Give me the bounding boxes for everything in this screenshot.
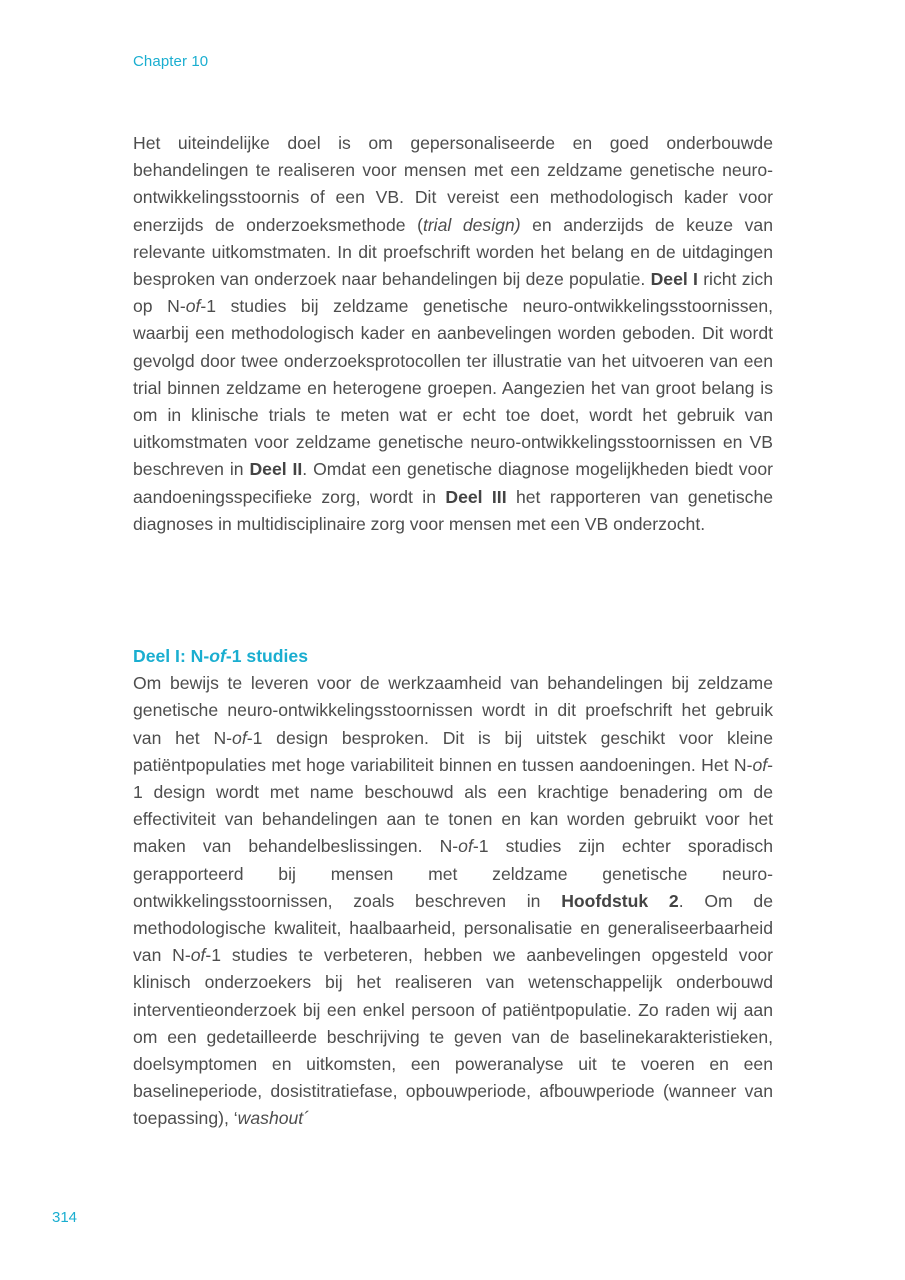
para-text-6: -1 studies te verbeteren, hebben we aanbevelingen opgesteld voor klinisch onderzoekers bij het realiseren van wetenschappelijk onderbouwd interventieonderzoek bij een enkel persoon of patiëntpopulatie. Zo raden wij aan om een gedetailleerde beschrijving te geven van de baselinekarakteristieken, doelsymptomen en uitkomsten, een poweranalyse uit te voeren en een baselineperiode, dosistitratiefase, opbouwperiode, afbouwperiode (wanneer van toepassing), ‘: [133, 945, 773, 1129]
section-heading: [133, 643, 773, 670]
para-text-4: -1 studies zijn echter sporadisch gerapporteerd bij mensen met zeldzame genetische neuro-ontwikkelingsstoornissen, zoals beschreven in: [133, 836, 773, 911]
intro-emphasis-of: of: [185, 296, 201, 317]
intro-text-5: het rapporteren van genetische diagnoses in multidisciplinaire zorg voor mensen met een VB onderzocht.: [133, 486, 774, 534]
intro-text-2: en anderzijds de keuze van relevante uitkomstmaten. In dit proefschrift worden het belang en de uitdagingen besproken van onderzoek naar behandelingen bij deze populatie.: [133, 214, 773, 290]
ref-deel-3: Deel III: [445, 486, 507, 507]
para-emphasis-washout: washout´: [237, 1108, 310, 1129]
para-text-2: -1 design besproken. Dit is bij uitstek geschikt voor kleine patiëntpopulaties met hoge variabiliteit binnen en tussen aandoeningen. Het N-: [133, 727, 773, 775]
section-deel-1: [133, 643, 773, 1133]
para-emphasis-of-2: of: [752, 754, 768, 775]
para-text-1: Om bewijs te leveren voor de werkzaamheid van behandelingen bij zeldzame genetische neuro-ontwikkelingsstoornissen wordt in dit proefschrift het gebruik van het N-: [133, 673, 773, 748]
para-text-3: -1 design wordt met name beschouwd als een krachtige benadering om de effectiviteit van behandelingen aan te tonen en kan worden gebruikt voor het maken van behandelbeslissingen. N-: [133, 754, 773, 857]
intro-text-4: . Omdat een genetische diagnose mogelijkheden biedt voor aandoeningsspecifieke zorg, wordt in: [133, 459, 773, 507]
intro-text-3b: -1 studies bij zeldzame genetische neuro-ontwikkelingsstoornissen, waarbij een methodologisch kader en aanbevelingen worden geboden. Dit wordt gevolgd door twee onderzoeksprotocollen ter illustratie van het uitvoeren van een trial binnen zeldzame en heterogene groepen. Aangezien het van groot belang is om in klinische trials te meten wat er echt toe doet, wordt het gebruik van uitkomstmaten voor zeldzame genetische neuro-ontwikkelingsstoornissen en VB beschreven in: [133, 296, 773, 480]
ref-deel-2: Deel II: [249, 459, 303, 480]
para-text-5: . Om de methodologische kwaliteit, haalbaarheid, personalisatie en generaliseerbaarheid van N-: [133, 890, 774, 966]
page-number: 314: [52, 1209, 78, 1226]
heading-emphasis-of: of: [209, 646, 226, 666]
ref-deel-1: Deel I: [650, 269, 698, 290]
running-head: Chapter 10: [133, 53, 209, 70]
para-emphasis-of-1: of: [232, 727, 247, 748]
para-emphasis-of-3: of: [458, 836, 473, 857]
intro-text-3a: richt zich op N-: [133, 269, 773, 317]
ref-hoofdstuk-2: Hoofdstuk 2: [561, 890, 679, 911]
heading-text-a: Deel I: N-: [133, 646, 210, 666]
heading-text-b: -1 studies: [225, 646, 309, 666]
intro-paragraph: [133, 130, 773, 538]
para-emphasis-of-4: of: [190, 945, 206, 966]
intro-emphasis-trial-design: trial design): [422, 214, 521, 235]
section-paragraph: [133, 670, 773, 1132]
intro-text-1: Het uiteindelijke doel is om gepersonaliseerde en goed onderbouwde behandelingen te realiseren voor mensen met een zeldzame genetische neuro-ontwikkelingsstoornis of een VB. Dit vereist een methodologisch kader voor enerzijds de onderzoeksmethode (: [133, 133, 773, 235]
